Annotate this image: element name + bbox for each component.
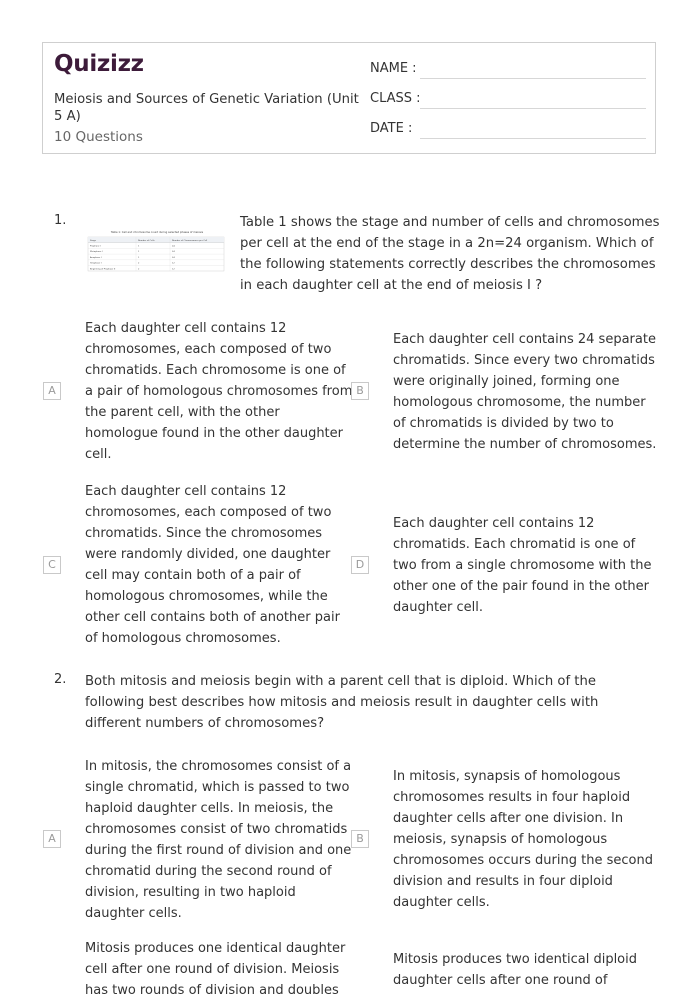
option-a-text[interactable]: In mitosis, the chromosomes consist of a single chromatid, which is passed to two haploid daughter cells. In meiosis, the chromosomes consist of two chromatids during the first round of division and one chromatid during the second round of division, resulting in two haploid daughter cells. bbox=[85, 759, 352, 921]
thumb-cell: 24 bbox=[172, 245, 175, 248]
date-label: DATE : bbox=[370, 121, 413, 136]
option-a-text[interactable]: Each daughter cell contains 12 chromosomes, each composed of two chromatids. Each chromosome is one of a pair of homologous chromosomes from the parent cell, with the other homologue found in the other daughter cell. bbox=[85, 321, 353, 462]
quizizz-logo: Quizizz bbox=[54, 51, 144, 77]
question-number: 2. bbox=[54, 672, 67, 687]
thumb-cell: Telophase I bbox=[90, 262, 102, 265]
thumb-cell: 12 bbox=[172, 268, 175, 271]
class-label: CLASS : bbox=[370, 91, 421, 106]
class-field[interactable] bbox=[370, 91, 421, 106]
thumb-cell: Beginning of Prophase II bbox=[90, 268, 116, 271]
date-field[interactable] bbox=[370, 121, 412, 136]
option-b-text[interactable]: In mitosis, synapsis of homologous chromosomes results in four haploid daughter cells after one division. In meiosis, synapsis of homologous chromosomes occurs during the second division and results in four diploid daughter cells. bbox=[393, 769, 653, 910]
question-number: 1. bbox=[54, 213, 67, 228]
thumb-header: Number of Cells bbox=[138, 239, 155, 242]
name-label: NAME : bbox=[370, 61, 417, 76]
thumb-cell: 1 bbox=[138, 251, 140, 254]
question-text: Both mitosis and meiosis begin with a parent cell that is diploid. Which of the following best describes how mitosis and meiosis result in daughter cells with different numbers of chromosomes? bbox=[85, 674, 599, 731]
thumb-header: Number of Chromosomes per Cell bbox=[172, 239, 208, 242]
date-line bbox=[420, 138, 646, 139]
thumb-table bbox=[88, 237, 224, 271]
question-text: Table 1 shows the stage and number of cells and chromosomes per cell at the end of the stage in a 2n=24 organism. Which of the following statements correctly describes the chromosomes in each daughter cell at the end of meiosis I ? bbox=[240, 215, 660, 293]
thumb-cell: 24 bbox=[172, 251, 175, 254]
option-c-text[interactable]: Mitosis produces one identical daughter cell after one round of division. Meiosis has two rounds of division and doubles bbox=[85, 941, 346, 998]
table-thumbnail bbox=[86, 228, 228, 274]
thumb-cell: 1 bbox=[138, 256, 140, 259]
thumb-cell: Anaphase I bbox=[90, 256, 102, 259]
option-b-letter[interactable]: B bbox=[351, 382, 369, 400]
worksheet-title: Meiosis and Sources of Genetic Variation (Unit 5 A) bbox=[54, 92, 359, 124]
name-field[interactable] bbox=[370, 61, 417, 76]
thumb-cell: 12 bbox=[172, 262, 175, 265]
thumb-header: Stage bbox=[90, 239, 97, 242]
option-d-text[interactable]: Each daughter cell contains 12 chromatids. Each chromatid is one of two from a single chromosome with the other one of the pair found in the other daughter cell. bbox=[393, 516, 652, 615]
thumb-cell: Prophase I bbox=[90, 245, 101, 248]
worksheet-header bbox=[42, 42, 656, 154]
option-b-letter[interactable]: B bbox=[351, 830, 369, 848]
option-d-letter[interactable]: D bbox=[351, 556, 369, 574]
name-line bbox=[420, 78, 646, 79]
option-a-letter[interactable]: A bbox=[43, 382, 61, 400]
thumb-cell: 2 bbox=[138, 268, 140, 271]
question-count: 10 Questions bbox=[54, 129, 143, 145]
thumb-caption: Table 1: Cell and chromosome count during selected phases of meiosis bbox=[110, 231, 204, 234]
option-b-text[interactable]: Each daughter cell contains 24 separate chromatids. Since every two chromatids were originally joined, forming one homologous chromosome, the number of chromatids is divided by two to determine the number of chromosomes. bbox=[393, 332, 657, 452]
option-c-text[interactable]: Each daughter cell contains 12 chromosomes, each composed of two chromatids. Since the chromosomes were randomly divided, one daughter cell may contain both of a pair of homologous chromosomes, while the other cell contains both of another pair of homologous chromosomes. bbox=[85, 484, 340, 646]
option-d-text[interactable]: Mitosis produces two identical diploid daughter cells after one round of bbox=[393, 952, 638, 988]
option-c-letter[interactable]: C bbox=[43, 556, 61, 574]
option-a-letter[interactable]: A bbox=[43, 830, 61, 848]
class-line bbox=[420, 108, 646, 109]
thumb-cell: 1 bbox=[138, 245, 140, 248]
thumb-cell: 2 bbox=[138, 262, 140, 265]
thumb-cell: 24 bbox=[172, 256, 175, 259]
thumb-cell: Metaphase I bbox=[90, 251, 103, 254]
